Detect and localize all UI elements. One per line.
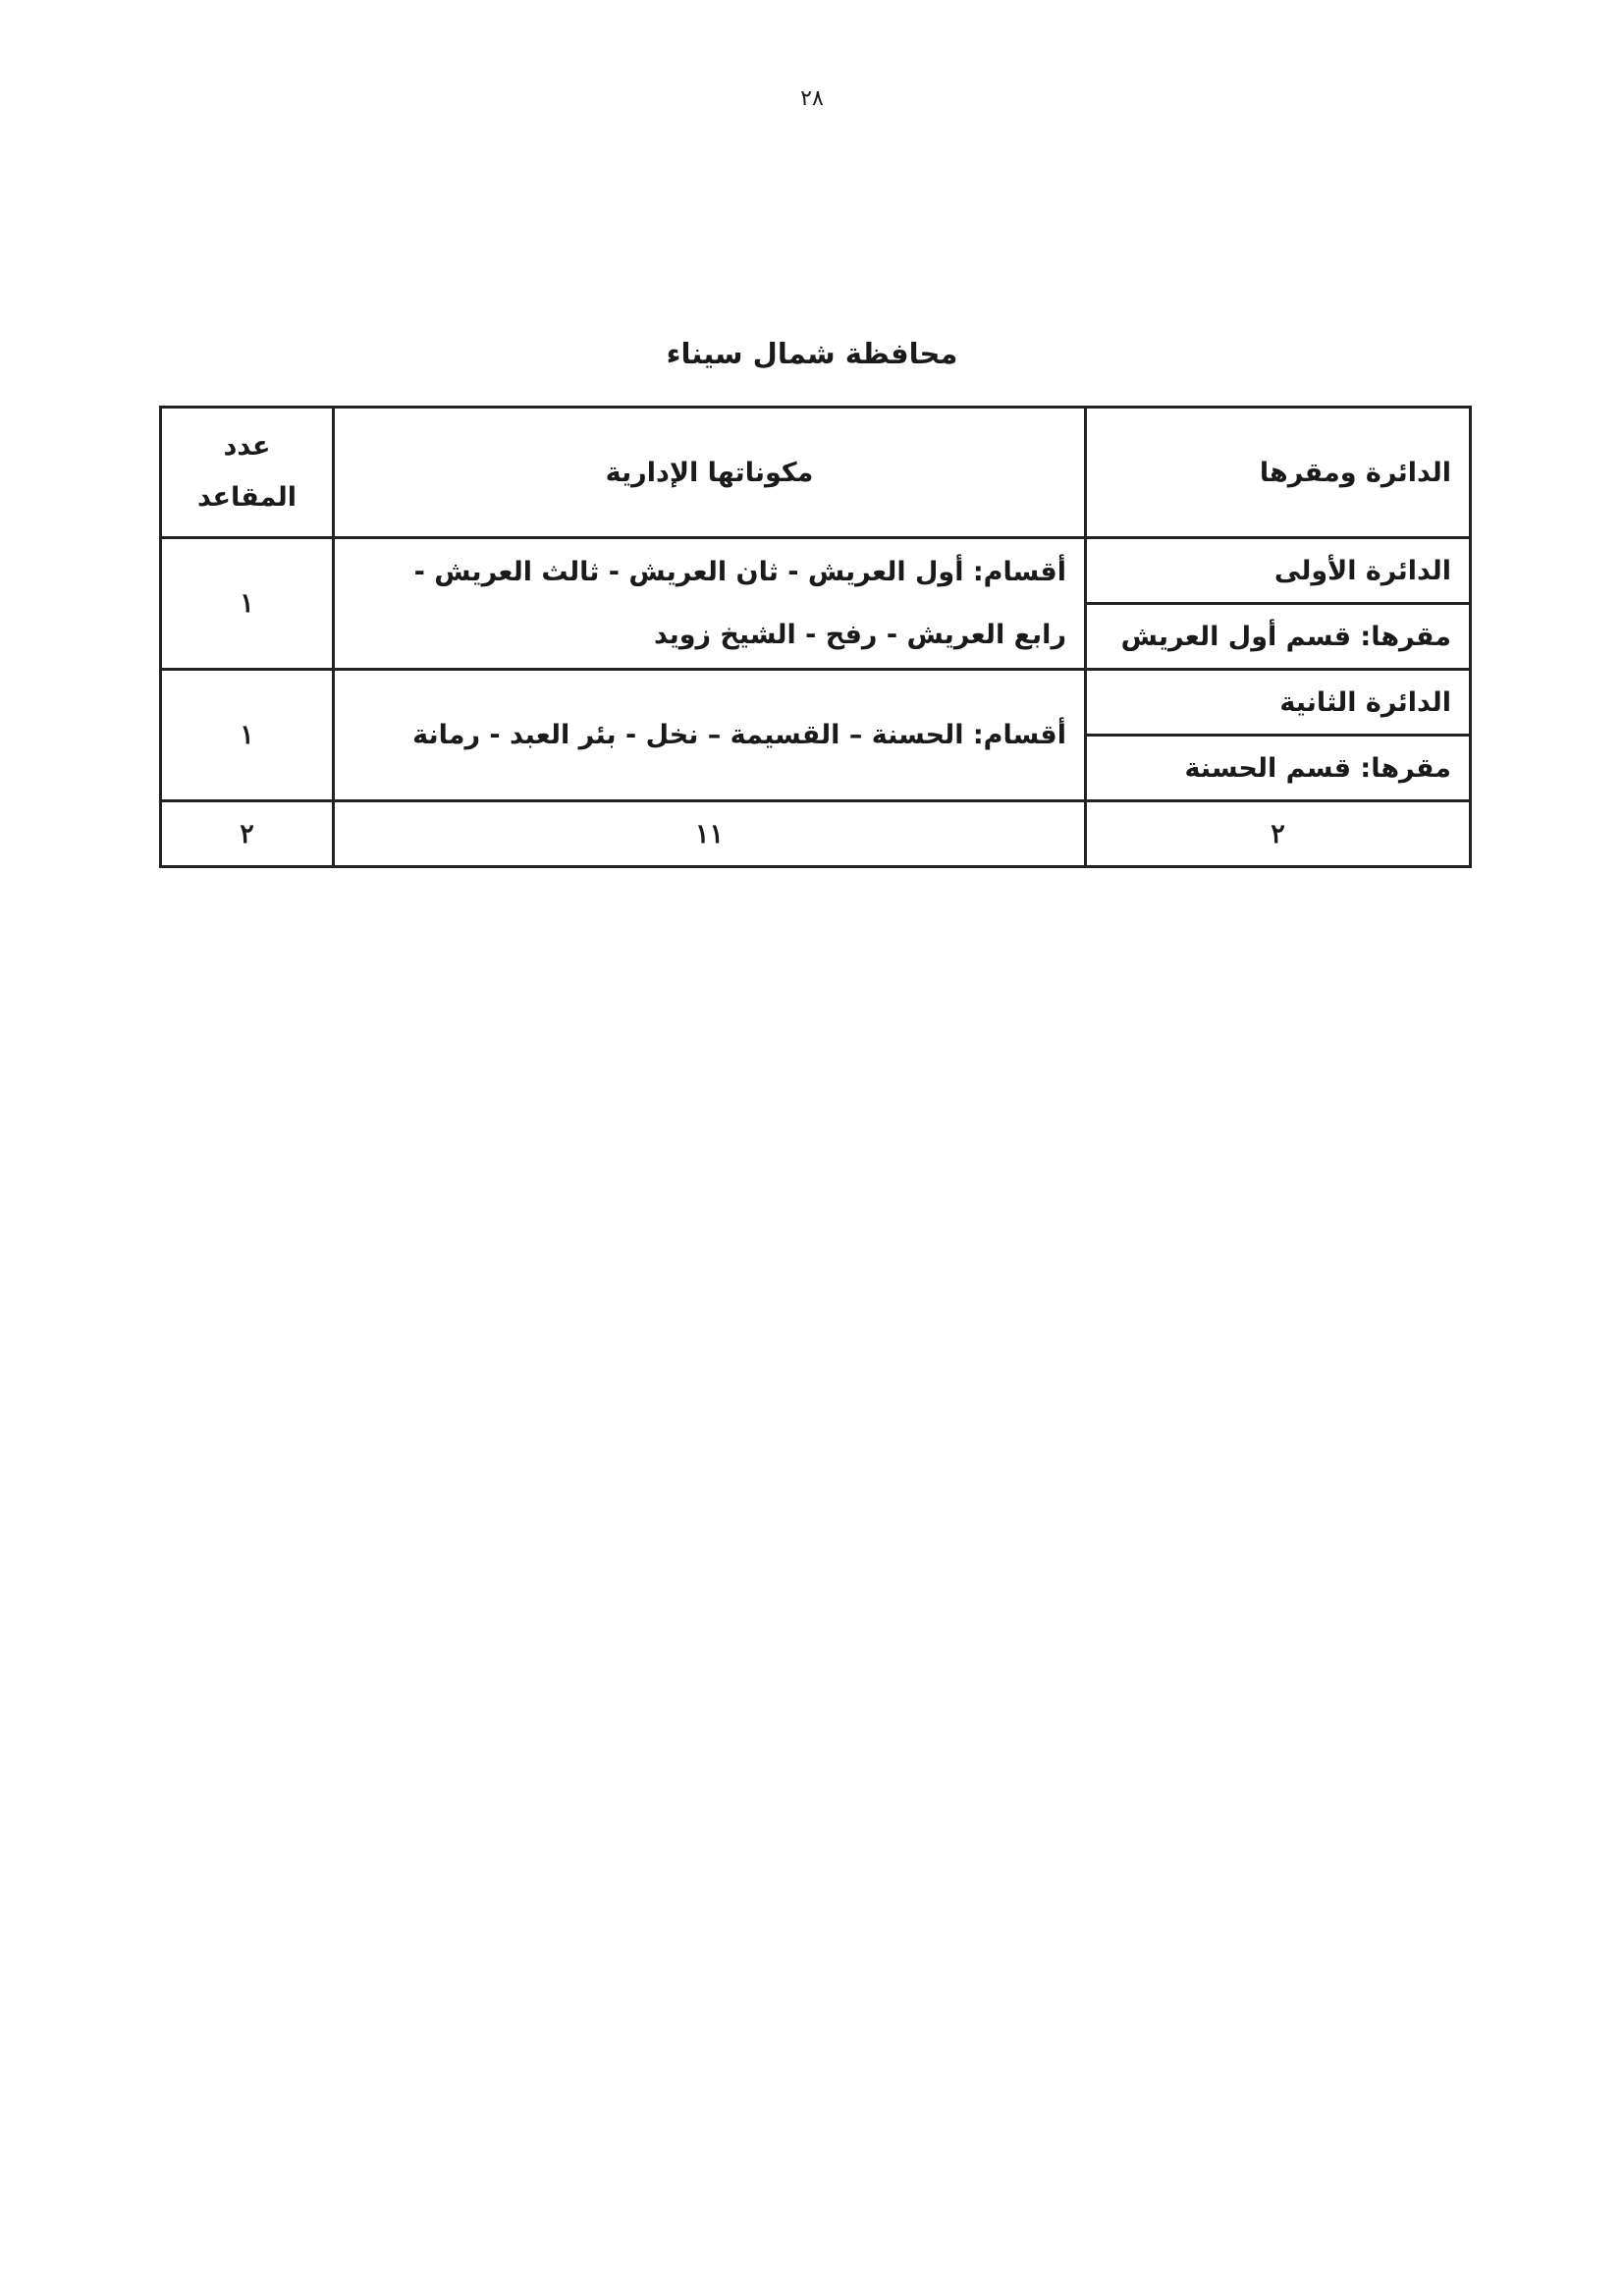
- table-row: [161, 670, 1471, 736]
- table-row: [161, 538, 1471, 604]
- district-seats: ١: [161, 538, 334, 670]
- page-number: ٢٨: [800, 86, 824, 111]
- district-components: أقسام: الحسنة – القسيمة – نخل - بئر العبد - رمانة: [334, 670, 1086, 801]
- district-seat: مقرها: قسم الحسنة: [1086, 736, 1471, 801]
- header-components: مكوناتها الإدارية: [334, 408, 1086, 538]
- districts-table: [159, 406, 1472, 868]
- district-seat: مقرها: قسم أول العريش: [1086, 604, 1471, 670]
- totals-row: [161, 801, 1471, 867]
- total-seats: ٢: [161, 801, 334, 867]
- district-name: الدائرة الأولى: [1086, 538, 1471, 604]
- total-districts: ٢: [1086, 801, 1471, 867]
- total-components: ١١: [334, 801, 1086, 867]
- district-components: أقسام: أول العريش - ثان العريش - ثالث العريش - رابع العريش - رفح - الشيخ زويد: [334, 538, 1086, 670]
- table-header-row: [161, 408, 1471, 538]
- district-seats: ١: [161, 670, 334, 801]
- page-title: محافظة شمال سيناء: [666, 337, 958, 370]
- district-name: الدائرة الثانية: [1086, 670, 1471, 736]
- header-district: الدائرة ومقرها: [1086, 408, 1471, 538]
- header-seats: عدد المقاعد: [161, 408, 334, 538]
